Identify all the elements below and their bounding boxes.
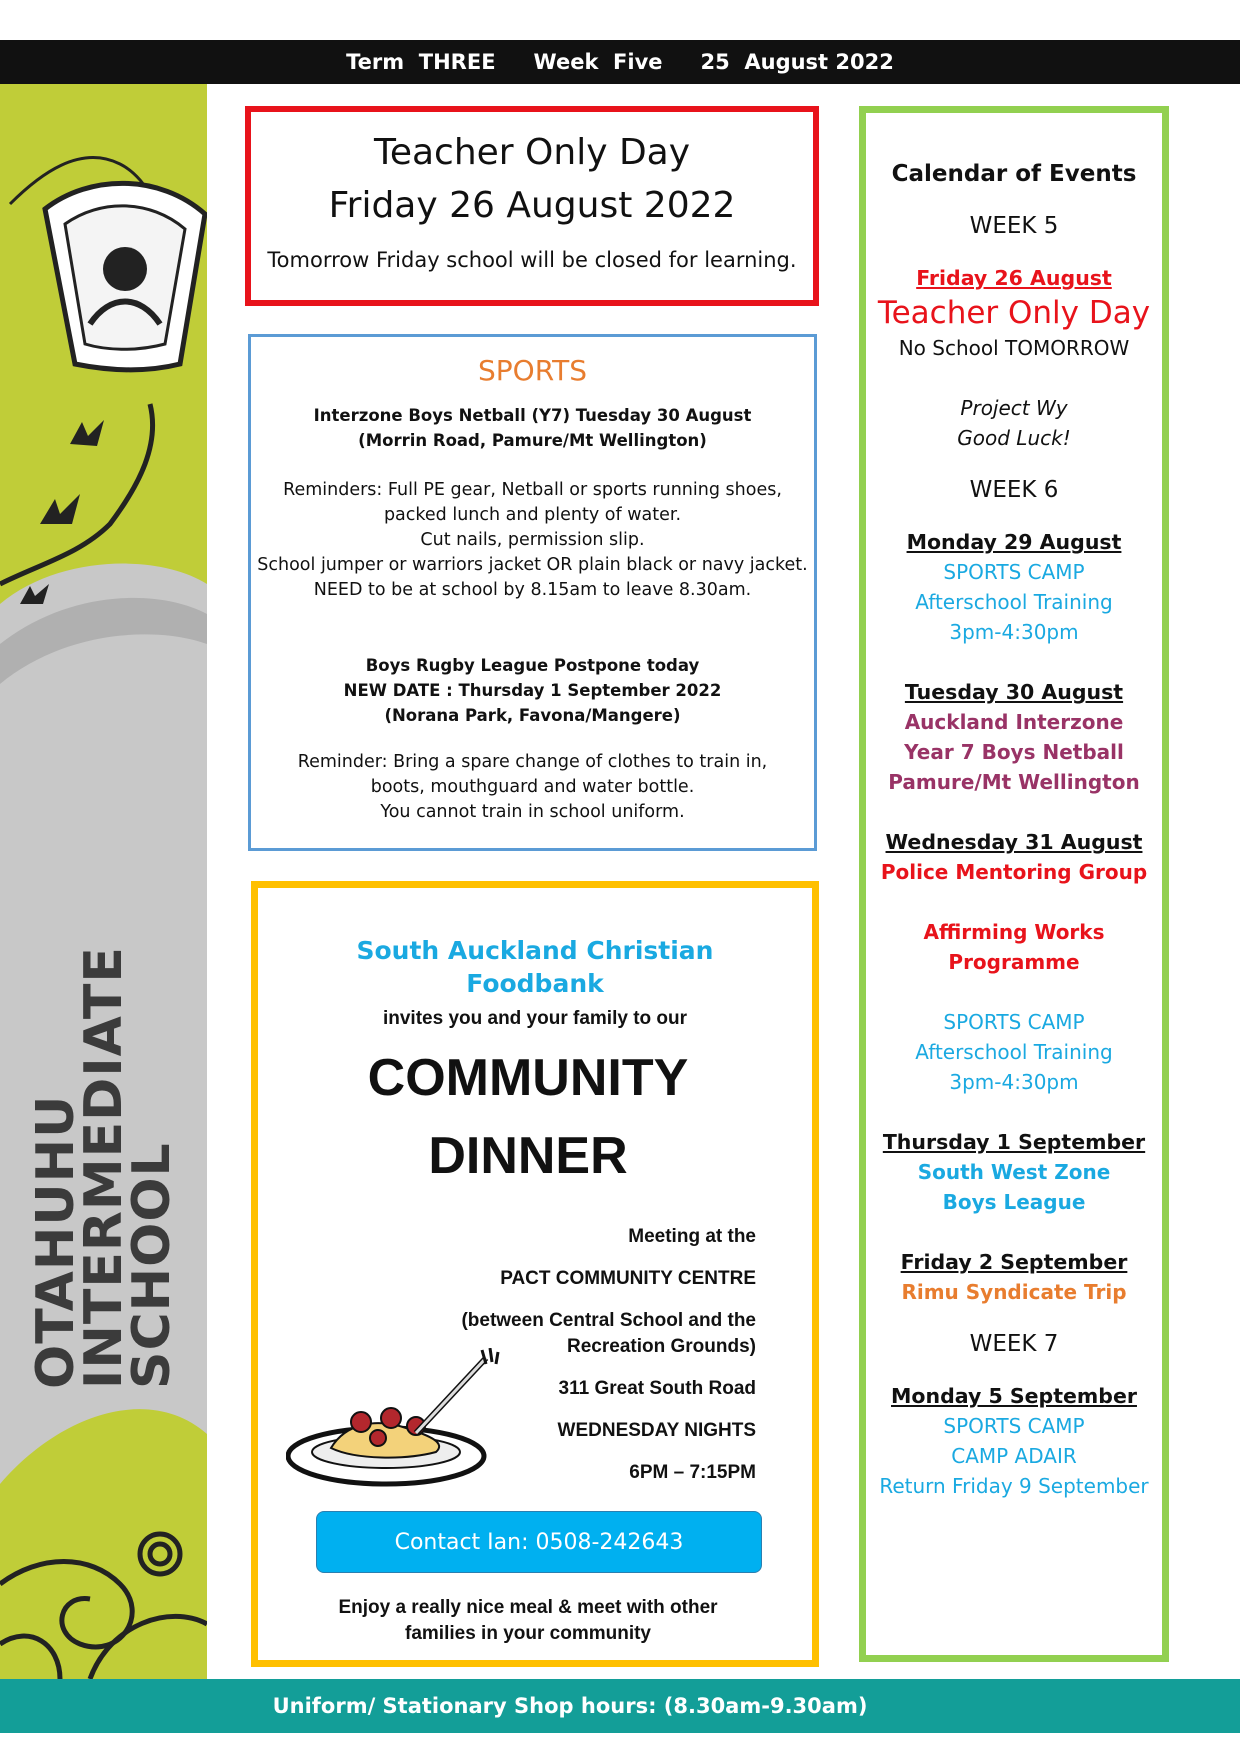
event-detail: Afterschool Training: [915, 590, 1113, 614]
week-heading: WEEK 7: [969, 1331, 1059, 1357]
foodbank-name: [258, 934, 812, 1000]
event-detail: No School TOMORROW: [898, 336, 1130, 360]
school-logo: [45, 183, 205, 369]
event-title: Teacher Only Day: [877, 295, 1151, 331]
event-detail: Pamure/Mt Wellington: [888, 770, 1140, 794]
tod-date: Friday 26 August 2022: [328, 185, 736, 226]
event-date: Monday 29 August: [906, 530, 1122, 554]
term-label: Term THREE: [346, 50, 496, 74]
netball-reminder: NEED to be at school by 8.15am to leave 8.30am.: [313, 580, 752, 600]
netball-reminder: Cut nails, permission slip.: [420, 530, 645, 550]
dinner-nights: WEDNESDAY NIGHTS: [557, 1420, 756, 1441]
school-banner: [0, 84, 207, 1679]
date-label: 25 August 2022: [700, 50, 894, 74]
school-name-line: SCHOOL: [122, 1142, 182, 1389]
rugby-line: Boys Rugby League Postpone today: [365, 656, 700, 675]
teacher-only-day-box: [245, 106, 819, 306]
event-detail: SPORTS CAMP: [943, 560, 1085, 584]
footer-bar: [0, 1679, 1240, 1733]
event-detail: Return Friday 9 September: [879, 1474, 1149, 1498]
rugby-reminder: You cannot train in school uniform.: [380, 802, 685, 822]
netball-reminder: packed lunch and plenty of water.: [383, 505, 682, 525]
event-detail: Programme: [948, 950, 1080, 974]
tod-note: Tomorrow Friday school will be closed for learning.: [267, 248, 797, 272]
event-detail: 3pm-4:30pm: [949, 1070, 1079, 1094]
event-date: Monday 5 September: [891, 1384, 1137, 1408]
event-date: Friday 26 August: [916, 266, 1112, 290]
spaghetti-icon: [286, 1348, 516, 1488]
netball-line: Interzone Boys Netball (Y7) Tuesday 30 August: [313, 406, 752, 425]
venue-name: PACT COMMUNITY CENTRE: [500, 1268, 756, 1289]
meeting-label: Meeting at the: [628, 1226, 756, 1247]
event-detail: Rimu Syndicate Trip: [901, 1280, 1127, 1304]
event-detail: SPORTS CAMP: [943, 1414, 1085, 1438]
netball-line: (Morrin Road, Pamure/Mt Wellington): [358, 431, 707, 450]
school-name-line: OTAHUHU: [26, 1094, 86, 1389]
event-detail: Boys League: [942, 1190, 1086, 1214]
venue-location-line: Recreation Grounds): [567, 1336, 756, 1357]
dinner-time: 6PM – 7:15PM: [629, 1462, 756, 1483]
enjoy-line: families in your community: [405, 1623, 651, 1644]
enjoy-line: Enjoy a really nice meal & meet with other: [338, 1597, 718, 1618]
bird-icon: [40, 494, 80, 524]
calendar-title: Calendar of Events: [891, 161, 1137, 187]
week-label: Week Five: [533, 50, 663, 74]
event-detail: Good Luck!: [957, 426, 1071, 450]
event-detail: 3pm-4:30pm: [949, 620, 1079, 644]
shop-hours: Uniform/ Stationary Shop hours: (8.30am-9.30am): [272, 1694, 868, 1718]
week-heading: WEEK 5: [969, 213, 1059, 239]
event-date: Thursday 1 September: [882, 1130, 1146, 1154]
venue-address: 311 Great South Road: [558, 1378, 756, 1399]
dinner-title-line2: DINNER: [428, 1127, 628, 1185]
contact-button: Contact Ian: 0508-242643: [316, 1511, 762, 1573]
tod-title: Teacher Only Day: [373, 132, 691, 173]
event-detail: Afterschool Training: [915, 1040, 1113, 1064]
event-date: Tuesday 30 August: [904, 680, 1124, 704]
event-detail: Project Wy: [960, 396, 1068, 420]
school-name-line: INTERMEDIATE: [74, 946, 134, 1389]
foodbank-name-line: South Auckland Christian: [356, 936, 714, 965]
community-dinner-flyer: [251, 881, 819, 1667]
event-date: Friday 2 September: [900, 1250, 1128, 1274]
sports-box: [248, 334, 817, 851]
event-date: Wednesday 31 August: [885, 830, 1143, 854]
event-detail: South West Zone: [917, 1160, 1111, 1184]
enjoy-text: [258, 1595, 798, 1647]
event-detail: Police Mentoring Group: [880, 860, 1148, 884]
event-detail: Auckland Interzone: [904, 710, 1124, 734]
rugby-reminder: boots, mouthguard and water bottle.: [370, 777, 695, 797]
event-detail: Affirming Works: [923, 920, 1105, 944]
netball-reminder: Reminders: Full PE gear, Netball or sports running shoes,: [283, 480, 782, 500]
koru-pattern: [0, 1534, 207, 1679]
calendar-of-events: [859, 106, 1169, 1662]
event-detail: SPORTS CAMP: [943, 1010, 1085, 1034]
venue-location-line: (between Central School and the: [461, 1310, 756, 1331]
rugby-line: NEW DATE : Thursday 1 September 2022: [343, 681, 722, 700]
school-name: [26, 869, 182, 1389]
header-bar: [0, 40, 1240, 84]
dinner-title-line1: COMMUNITY: [367, 1049, 689, 1107]
event-detail: CAMP ADAIR: [951, 1444, 1077, 1468]
rugby-reminder: Reminder: Bring a spare change of clothes to train in,: [297, 752, 768, 772]
foodbank-name-line: Foodbank: [466, 969, 604, 998]
netball-reminder: School jumper or warriors jacket OR plain black or navy jacket.: [257, 555, 808, 575]
invite-text: invites you and your family to our: [382, 1008, 688, 1029]
rugby-line: (Norana Park, Favona/Mangere): [384, 706, 681, 725]
event-detail: Year 7 Boys Netball: [904, 740, 1124, 764]
week-heading: WEEK 6: [969, 477, 1059, 503]
sports-heading: SPORTS: [478, 354, 587, 387]
